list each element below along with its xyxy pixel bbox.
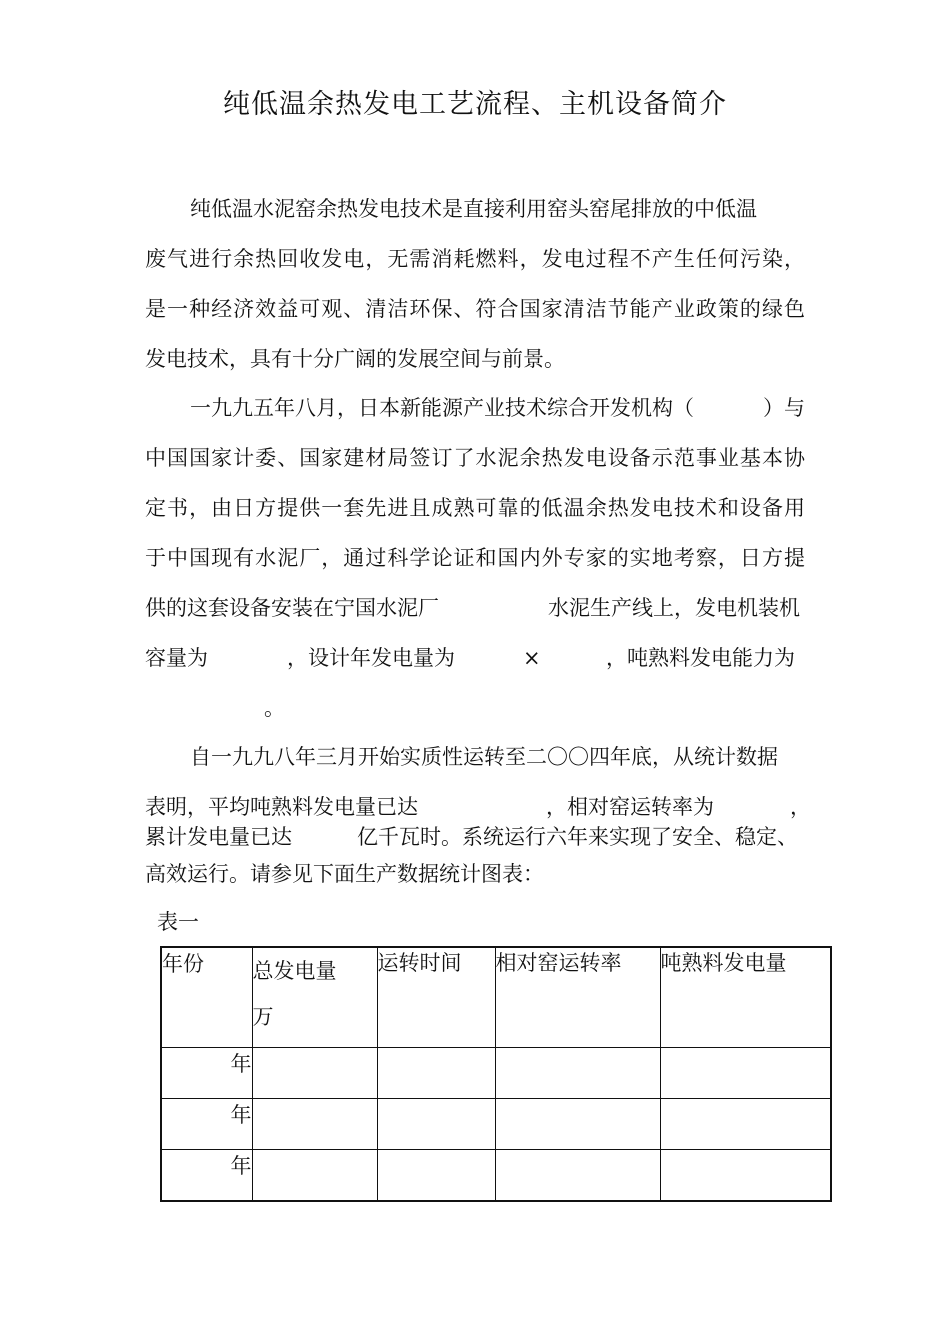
paragraph-1-line-2: 废气进行余热回收发电，无需消耗燃料，发电过程不产生任何污染， (145, 247, 805, 271)
paragraph-1-line-4: 发电技术，具有十分广阔的发展空间与前景。 (145, 347, 565, 371)
paragraph-3-line-1: 自一九九八年三月开始实质性运转至二〇〇四年底，从统计数据 (190, 745, 778, 769)
row-year-cell: 年 (161, 1149, 252, 1201)
table-row (161, 1149, 831, 1201)
paragraph-2-line-1a: 一九九五年八月，日本新能源产业技术综合开发机构（ (190, 396, 694, 420)
paragraph-3-line-3b: 亿千瓦时。系统运行六年来实现了安全、稳定、 (357, 825, 798, 849)
table-header-row (161, 947, 831, 1047)
paragraph-2-line-6d: ，吨熟料发电能力为 (606, 646, 795, 670)
paragraph-2-line-6a: 容量为 (145, 646, 208, 670)
row-year-cell: 年 (161, 1047, 252, 1098)
paragraph-2-line-2: 中国国家计委、国家建材局签订了水泥余热发电设备示范事业基本协 (145, 446, 805, 470)
header-total-line-2: 万 (252, 1005, 274, 1029)
row-total-cell (252, 1047, 377, 1098)
header-kiln-rate: 相对窑运转率 (495, 947, 660, 1047)
paragraph-3-line-2a: 表明，平均吨熟料发电量已达 (145, 795, 418, 819)
row-year-cell: 年 (161, 1098, 252, 1149)
row-total-cell (252, 1098, 377, 1149)
document-title: 纯低温余热发电工艺流程、主机设备简介 (223, 89, 727, 120)
row-time-cell (377, 1149, 495, 1201)
row-power-cell (660, 1047, 831, 1098)
production-stats-table (160, 946, 832, 1202)
paragraph-2-line-6c: × (523, 646, 541, 670)
paragraph-2-line-4: 于中国现有水泥厂，通过科学论证和国内外专家的实地考察，日方提 (145, 546, 805, 570)
paragraph-1-line-1: 纯低温水泥窑余热发电技术是直接利用窑头窑尾排放的中低温 (190, 197, 757, 221)
paragraph-2-line-7: 。 (264, 696, 285, 720)
header-total-generation (252, 947, 377, 1047)
header-run-time: 运转时间 (377, 947, 495, 1047)
table-caption: 表一 (157, 910, 199, 934)
paragraph-3-line-4: 高效运行。请参见下面生产数据统计图表： (145, 862, 544, 886)
paragraph-3-line-3a: 累计发电量已达 (145, 825, 292, 849)
header-total-line-1: 总发电量 (252, 959, 337, 983)
paragraph-2-line-3: 定书，由日方提供一套先进且成熟可靠的低温余热发电技术和设备用 (145, 496, 805, 520)
paragraph-2-line-1b: ）与 (763, 396, 805, 420)
paragraph-2-line-5a: 供的这套设备安装在宁国水泥厂 (145, 596, 439, 620)
row-time-cell (377, 1047, 495, 1098)
row-rate-cell (495, 1047, 660, 1098)
paragraph-3-line-2c: ， (790, 795, 811, 819)
row-total-cell (252, 1149, 377, 1201)
paragraph-2-line-5b: 水泥生产线上，发电机装机 (548, 596, 800, 620)
row-power-cell (660, 1149, 831, 1201)
table-row (161, 1047, 831, 1098)
paragraph-1-line-3: 是一种经济效益可观、清洁环保、符合国家清洁节能产业政策的绿色 (145, 297, 805, 321)
paragraph-2-line-6b: ，设计年发电量为 (287, 646, 455, 670)
row-rate-cell (495, 1149, 660, 1201)
paragraph-3-line-2b: ，相对窑运转率为 (546, 795, 714, 819)
header-year: 年份 (161, 947, 252, 1047)
header-clinker-power: 吨熟料发电量 (660, 947, 831, 1047)
row-rate-cell (495, 1098, 660, 1149)
row-power-cell (660, 1098, 831, 1149)
table-row (161, 1098, 831, 1149)
row-time-cell (377, 1098, 495, 1149)
